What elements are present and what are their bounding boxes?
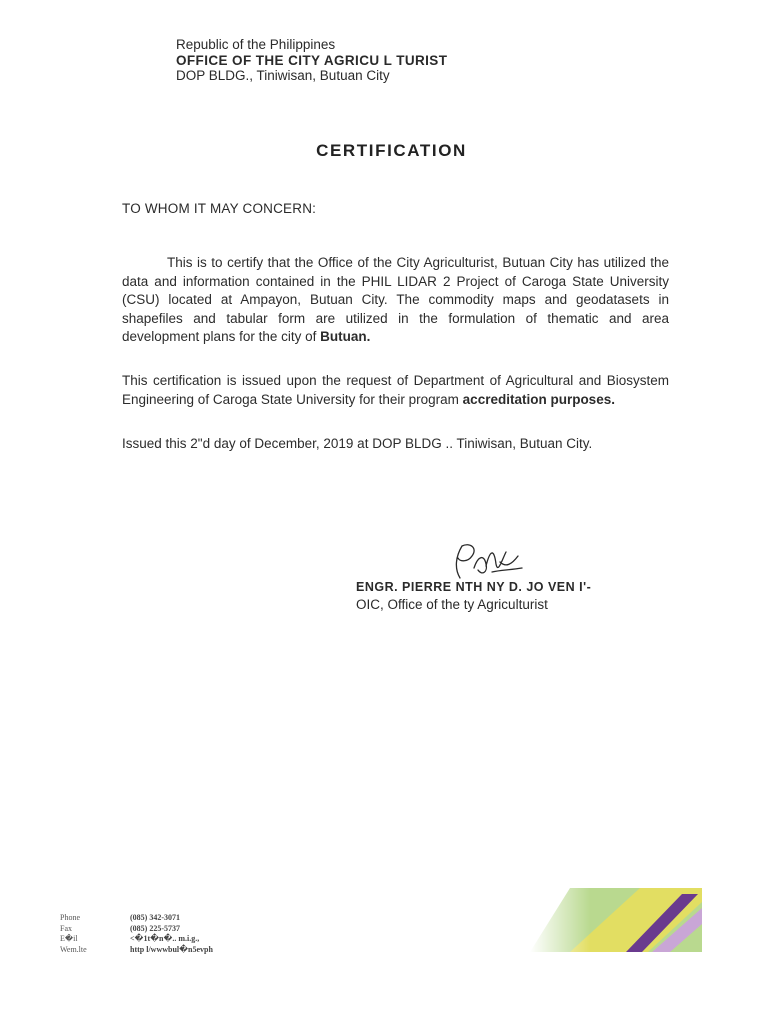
paragraph-1-bold: Butuan.	[320, 329, 371, 344]
handwritten-signature	[448, 538, 528, 586]
letterhead-country: Republic of the Philippines	[176, 37, 336, 52]
footer-row-fax	[60, 924, 213, 935]
footer-label: Fax	[60, 923, 72, 933]
body-paragraph-1	[122, 254, 669, 347]
paragraph-2-text: This certification is issued upon the request of Department of Agricultural and Biosystem Engineering of Caroga State University for their program	[122, 373, 669, 407]
letterhead-office: OFFICE OF THE CITY AGRICU L TURIST	[176, 52, 448, 68]
paragraph-2-bold: accreditation purposes.	[462, 391, 615, 407]
salutation: TO WHOM IT MAY CONCERN:	[122, 201, 317, 216]
body-paragraph-2	[122, 372, 669, 409]
footer-label: E�il	[60, 934, 78, 943]
footer-row-phone	[60, 913, 213, 924]
signatory-position: OIC, Office of the ty Agriculturist	[356, 597, 548, 612]
signatory-name: ENGR. PIERRE NTH NY D. JO VEN I'-	[356, 580, 592, 594]
footer-row-website	[60, 945, 213, 956]
document-title: CERTIFICATION	[316, 141, 467, 160]
footer-row-email	[60, 934, 213, 945]
body-paragraph-3: Issued this 2"d day of December, 2019 at DOP BLDG .. Tiniwisan, Butuan City.	[122, 436, 593, 451]
footer-value: (085) 342-3071	[130, 913, 180, 922]
decorative-stripe-logo	[530, 888, 702, 952]
footer-value: <�1t�n�.. m.i.g.,	[130, 934, 200, 943]
letterhead-address: DOP BLDG., Tiniwisan, Butuan City	[176, 68, 390, 83]
footer-value: (085) 225-5737	[130, 923, 180, 933]
footer-value: http l/wwwbul�n5evph	[130, 944, 213, 954]
contact-footer	[60, 913, 213, 955]
letterhead	[176, 37, 447, 84]
footer-label: Wem.lte	[60, 944, 87, 954]
footer-label: Phone	[60, 913, 80, 922]
paragraph-1-text: This is to certify that the Office of the City Agriculturist, Butuan City has utilized the data and information contained in the PHIL LIDAR 2 Project of Caroga State University (CSU) located at Ampayon, Butuan City. The commodity maps and geodatasets in shapefiles and tabular form are utilized in the formulation of thematic and area development plans for the city of	[122, 255, 669, 344]
